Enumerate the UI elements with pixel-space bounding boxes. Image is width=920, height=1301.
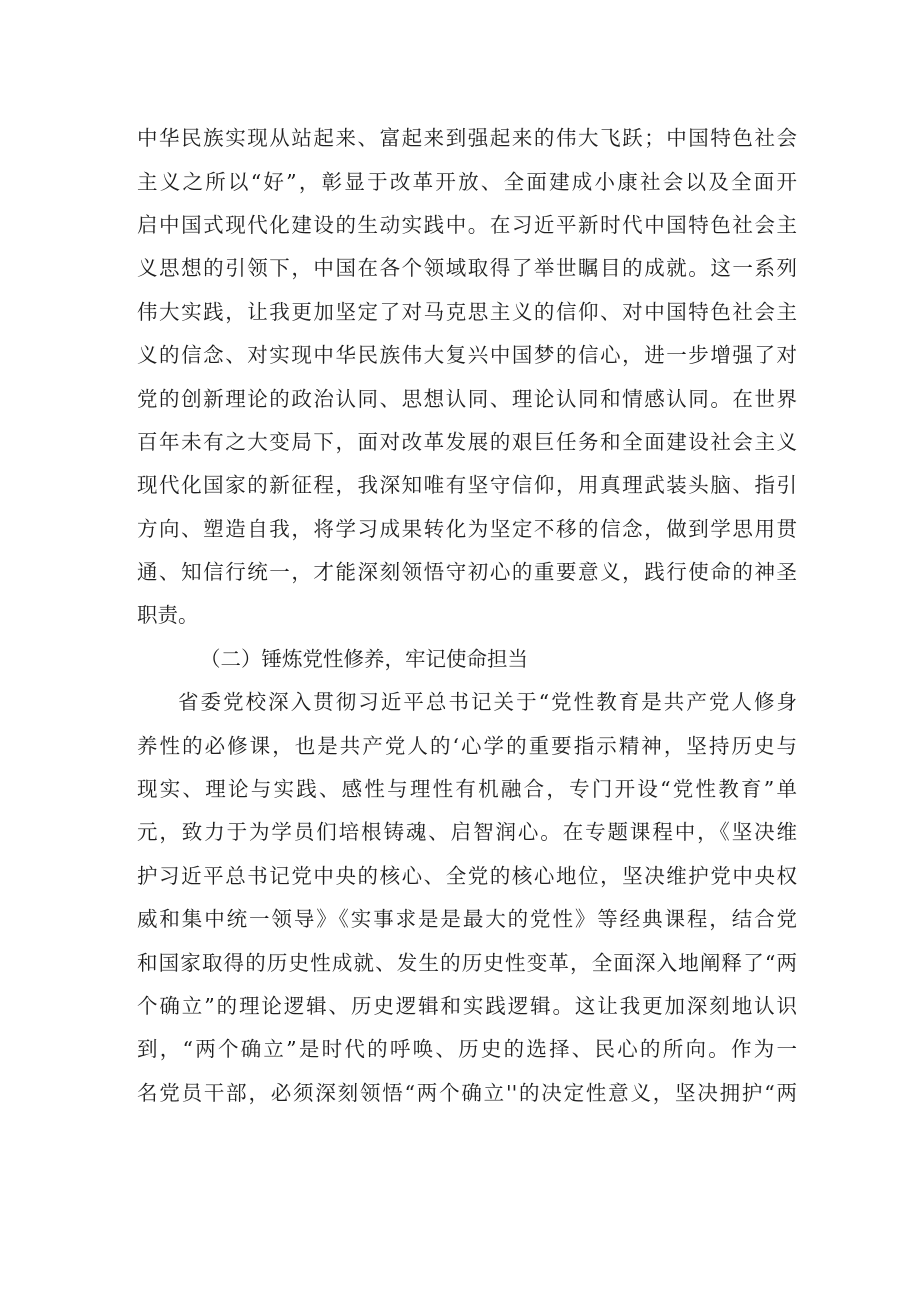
paragraph-1-line: 百年未有之大变局下，面对改革发展的艰巨任务和全面建设社会主义	[137, 430, 797, 454]
paragraph-2-line: 养性的必修课，也是共产党人的‘心学的重要指示精神，坚持历史与	[137, 734, 797, 758]
paragraph-2-line: 威和集中统一领导》《实事求是是最大的党性》等经典课程，结合党	[137, 907, 797, 931]
paragraph-1-line: 义的信念、对实现中华民族伟大复兴中国梦的信心，进一步增强了对	[137, 343, 797, 367]
paragraph-2-line: 名党员干部，必须深刻领悟“两个确立''的决定性意义，坚决拥护“两	[137, 1081, 797, 1105]
paragraph-2-line: 元，致力于为学员们培根铸魂、启智润心。在专题课程中，《坚决维	[137, 820, 797, 844]
paragraph-1-line: 职责。	[137, 603, 199, 627]
paragraph-1-line: 方向、塑造自我，将学习成果转化为坚定不移的信念，做到学思用贯	[137, 517, 797, 541]
paragraph-2-line: 个确立”的理论逻辑、历史逻辑和实践逻辑。这让我更加深刻地认识	[137, 994, 797, 1018]
paragraph-1-line: 启中国式现代化建设的生动实践中。在习近平新时代中国特色社会主	[137, 213, 797, 237]
paragraph-1-line: 党的创新理论的政治认同、思想认同、理论认同和情感认同。在世界	[137, 387, 797, 411]
paragraph-2-line: 现实、理论与实践、感性与理性有机融合，专门开设“党性教育”单	[137, 777, 797, 801]
paragraph-1-line: 伟大实践，让我更加坚定了对马克思主义的信仰、对中国特色社会主	[137, 300, 797, 324]
paragraph-2-line: 护习近平总书记党中央的核心、全党的核心地位，坚决维护党中央权	[137, 864, 797, 888]
paragraph-2-line: 到，“两个确立”是时代的呼唤、历史的选择、民心的所向。作为一	[137, 1037, 797, 1061]
paragraph-1-line: 通、知信行统一，才能深刻领悟守初心的重要意义，践行使命的神圣	[137, 560, 797, 584]
paragraph-1-line: 现代化国家的新征程，我深知唯有坚守信仰，用真理武装头脑、指引	[137, 473, 797, 497]
paragraph-1-line: 主义之所以“好”，彰显于改革开放、全面建成小康社会以及全面开	[137, 170, 797, 194]
paragraph-1-line: 中华民族实现从站起来、富起来到强起来的伟大飞跃；中国特色社会	[137, 126, 797, 150]
section-heading: （二）锤炼党性修养，牢记使命担当	[200, 647, 528, 671]
paragraph-2-line: 和国家取得的历史性成就、发生的历史性变革，全面深入地阐释了“两	[137, 951, 797, 975]
paragraph-1-line: 义思想的引领下，中国在各个领域取得了举世瞩目的成就。这一系列	[137, 256, 797, 280]
paragraph-2-line: 省委党校深入贯彻习近平总书记关于“党性教育是共产党人修身	[178, 690, 797, 714]
